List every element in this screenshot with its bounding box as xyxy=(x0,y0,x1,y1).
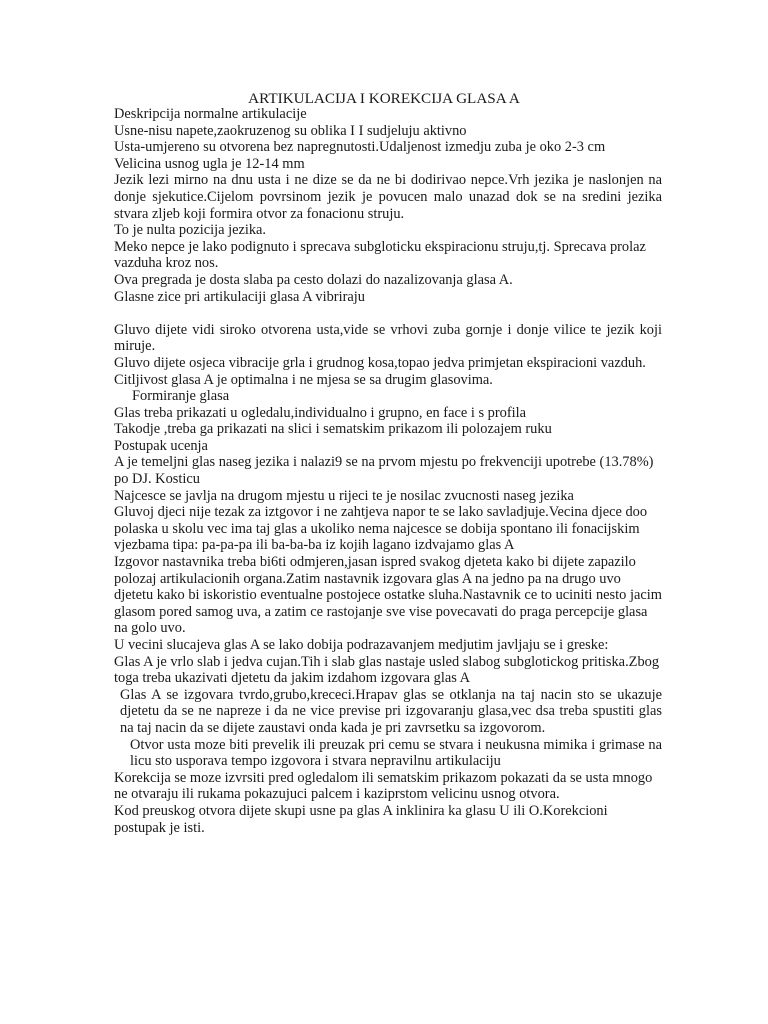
paragraph: Deskripcija normalne artikulacije xyxy=(114,106,307,122)
paragraph: Usta-umjereno su otvorena bez napregnutosti.Udaljenost izmedju zuba je oko 2-3 cm xyxy=(114,139,606,156)
paragraph: Glas A je vrlo slab i jedva cujan.Tih i slab glas nastaje usled slabog subglotickog pritiska.Zbog toga treba ukazivati djetetu da jakim izdahom izgovara glas A xyxy=(114,653,660,687)
paragraph: Takodje ,treba ga prikazati na slici i sematskim prikazom ili polozajem ruku xyxy=(114,421,552,438)
paragraph: Korekcija se moze izvrsiti pred ogledalom ili sematskim prikazom pokazati da se usta mnogo ne otvaraju ili rukama pokazujuci palcem i kaziprstom velicinu usnog otvora. xyxy=(114,769,653,803)
paragraph: Usne-nisu napete,zaokruzenog su oblika I I sudjeluju aktivno xyxy=(114,122,467,139)
paragraph: To je nulta pozicija jezika. xyxy=(114,222,267,239)
paragraph: Izgovor nastavnika treba bi6ti odmjeren,jasan ispred svakog djeteta kako bi dijete zapazilo polozaj artikulacionih organa.Zatim nastavnik izgovara glas A na jedno pa na drugo uvo djetetu kako bi iskoristio eventualne postojece ostatke sluha.Nastavnik ce to uciniti nesto jacim glasom pored samog uva, a zatim ce rastojanje sve vise povecavati do praga percepcije glasa na golo uvo. xyxy=(114,554,662,637)
paragraph: Glas treba prikazati u ogledalu,individualno i grupno, en face i s profila xyxy=(114,404,527,421)
section-heading: Postupak ucenja xyxy=(114,437,208,454)
document-title: ARTIKULACIJA I KOREKCIJA GLASA A xyxy=(248,90,520,107)
paragraph: Meko nepce je lako podignuto i sprecava subgloticku ekspiracionu struju,tj. Sprecava prolaz vazduha kroz nos. xyxy=(114,238,646,272)
paragraph: Glasne zice pri artikulaciji glasa A vibriraju xyxy=(114,288,365,305)
paragraph: Ova pregrada je dosta slaba pa cesto dolazi do nazalizovanja glasa A. xyxy=(114,271,513,288)
paragraph: Najcesce se javlja na drugom mjestu u rijeci te je nosilac zvucnosti naseg jezika xyxy=(114,487,574,504)
paragraph: U vecini slucajeva glas A se lako dobija podrazavanjem medjutim javljaju se i greske: xyxy=(114,637,609,653)
section-heading: Formiranje glasa xyxy=(132,388,230,405)
paragraph: Citljivost glasa A je optimalna i ne mjesa se sa drugim glasovima. xyxy=(114,371,493,388)
blank-line xyxy=(114,305,662,322)
paragraph: Gluvoj djeci nije tezak za iztgovor i ne zahtjeva napor te se lako savladjuje.Vecina djece doo polaska u skolu vec ima taj glas a ukoliko nema najcesce se dobija spontano ili fonacijskim vjezbama tipa: pa-pa-pa ili ba-ba-ba iz kojih lagano izdvajamo glas A xyxy=(114,504,648,554)
paragraph: Otvor usta moze biti prevelik ili preuzak pri cemu se stvara i neukusna mimika i grimase na licu sto usporava tempo izgovora i stvara nepravilnu artikulaciju xyxy=(130,736,662,770)
paragraph: Gluvo dijete osjeca vibracije grla i grudnog kosa,topao jedva primjetan ekspiracioni vazduh. xyxy=(114,354,646,371)
paragraph: Jezik lezi mirno na dnu usta i ne dize se da ne bi dodirivao nepce.Vrh jezika je naslonjen na donje sjekutice.Cijelom povrsinom jezik je povucen malo unazad dok se na sredini jezika stvara zljeb koji formira otvor za fonacionu struju. xyxy=(114,172,662,222)
paragraph: Gluvo dijete vidi siroko otvorena usta,vide se vrhovi zuba gornje i donje vilice te jezik koji miruje. xyxy=(114,321,662,355)
paragraph: Kod preuskog otvora dijete skupi usne pa glas A inklinira ka glasu U ili O.Korekcioni postupak je isti. xyxy=(114,802,608,836)
paragraph: Velicina usnog ugla je 12-14 mm xyxy=(114,155,305,172)
document-body xyxy=(114,106,662,836)
paragraph: A je temeljni glas naseg jezika i nalazi9 se na prvom mjestu po frekvenciji upotrebe (13.78%) po DJ. Kosticu xyxy=(114,454,654,488)
paragraph: Glas A se izgovara tvrdo,grubo,krececi.Hrapav glas se otklanja na taj nacin sto se ukazuje djetetu da se ne napreze i da ne vice previse pri izgovaranju glasa,vec dsa treba spustiti glas na taj nacin da se dijete zaustavi onda kada je pri zavrsetku sa izgovorom. xyxy=(120,686,662,736)
